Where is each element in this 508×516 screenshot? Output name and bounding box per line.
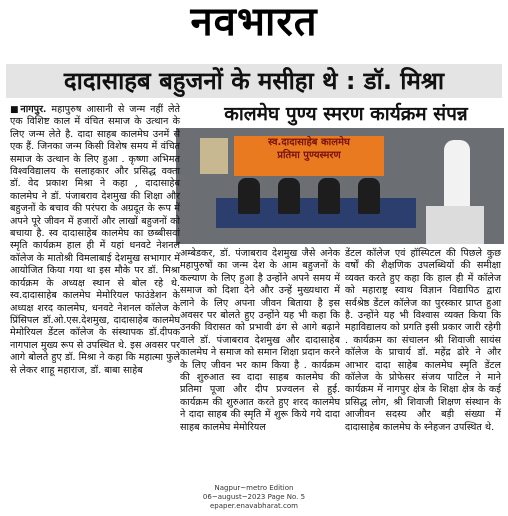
banner-line1: स्व.दादासाहेब कालमेघ	[268, 137, 350, 148]
footer	[0, 484, 508, 511]
column-1-text: महापुरुष आसानी से जन्म नहीं लेते एक विशिष्ट काल में वंचित समाज के उत्थान के लिए जन्म लेते है. दादा साहब कालमेघ उनमें से एक हैं. जिनका जन्म किसी विशेष समय में वंचित समाज के उत्थान के लिए हुआ . कृष्णा अभिमत विश्वविद्यालय के सलाहकार और प्रसिद्ध वक्ता डॉ. वेद प्रकाश मिश्रा ने कहा , दादासाहेब कालमेघ ने डॉ. पंजाबराव देशमुख की शिक्षा और बहुजनों के बचाव की परंपरा के अग्रदूत के रूप में अपने पूरे जीवन में हजारों और लाखों बहुजनों को बचाया है. स्व दादासाहेब कालमेघ का छब्बीसवां स्मृति कार्यक्रम हाल ही में यहां धनवटे नेशनल कॉलेज के मातोश्री विमलाबाई देशमुख सभागार में आयोजित किया गया था इस मौके पर डॉ. मिश्रा कार्यक्रम के अध्यक्ष स्थान से बोल रहे थे. स्व.दादासाहेब कालमेघ मेमोरियल फाउंडेशन के अध्यक्ष शरद कालमेघ, धनवटे नेशनल कॉलेज के प्रिंसिपल डॉ.ओ.एस.देशमुख, दादासाहेब कालमेघ मेमोरियल डेंटल कॉलेज के संस्थापक डॉ.दीपक नागपाल मुख्य रूप से उपस्थित थे. इस अवसर पर आगे बोलते हुए डॉ. मिश्रा ने कहा कि महात्मा फुले से लेकर शाहू महाराज, डॉ. बाबा साहेब	[10, 104, 180, 376]
portrait-frame	[200, 138, 228, 174]
person-figure	[278, 178, 300, 214]
person-figure	[318, 178, 340, 214]
stage-banner	[234, 136, 384, 176]
column-3-text: डेंटल कॉलेज एवं हॉस्पिटल की पिछले कुछ वर्षों की शैक्षणिक उपलब्धियों की समीक्षा व्यक्त करते हुए कहा कि हाल ही में कॉलेज को महाराष्ट्र स्वाथ विज्ञान विद्यापिठ द्वारा सर्वश्रेष्ठ डेंटल कॉलेज का पुरस्कार प्राप्त हुआ है. उन्होंने यह भी विश्वास व्यक्त किया कि महाविद्यालय को प्रगति इसी प्रकार जारी रहेगी . कार्यक्रम का संचालन श्री शिवाजी सायंस कॉलेज के प्राचार्य डॉ. महेंद्र ढोरे ने और आभार दादा साहेब कालमेघ स्मृति डेंटल कॉलेज के प्रोफेसर संजय पाटिल ने माने कार्यक्रम में नागपुर क्षेत्र के शिक्षा क्षेत्र के कई प्रसिद्ध लोग, श्री शिवाजी शिक्षण संस्थान के आजीवन सदस्य और बड़ी संख्या में दादासाहेब कालमेघ के स्नेहजन उपस्थित थे.	[345, 248, 501, 433]
footer-url: epaper.enavabharat.com	[210, 502, 298, 510]
column-2-text: अम्बेडकर, डॉ. पंजाबराव देशमुख जैसे अनेक महापुरुषों का जन्म देश के आम बहुजनों के कल्याण के लिए हुआ है उन्होंने अपने समय में समाज को दिशा देने और उन्हें मुख्यधारा में लाने के लिए अपना जीवन बिताया है इस अवसर पर बोलते हुए उन्होंने यह भी कहा कि उनकी विरासत को प्रभावी ढंग से आगे बढ़ाने वाले डॉ. पंजाबराव देशमुख और दादासाहेब कालमेघ ने समाज को समान शिक्षा प्रदान करने के लिए जीवन भर काम किया है . कार्यक्रम की शुरुआत स्व दादा साहब कालमेघ की प्रतिमा पूजा और दीप प्रज्वलन से हुई. कार्यक्रम की शुरुआत करते हुए शरद कालमेघ ने दादा साहब की स्मृति में शुरू किये गये दादा साहब कालमेघ मेमोरियल	[180, 248, 340, 433]
article-column-1	[10, 104, 180, 377]
footer-date-page: 06~august~2023 Page No. 5	[202, 493, 306, 501]
article-column-3	[345, 248, 501, 434]
masthead	[0, 0, 508, 44]
podium	[426, 206, 484, 244]
event-photo	[176, 128, 504, 244]
subheadline: कालमेघ पुण्य स्मरण कार्यक्रम संपन्न	[224, 103, 468, 125]
footer-edition: Nagpur~metro Edition	[214, 484, 294, 492]
dateline: नागपुर.	[20, 104, 47, 115]
masthead-title: नवभारत	[190, 0, 318, 45]
bullet-icon: ■	[10, 105, 21, 115]
speaker-figure	[444, 140, 470, 210]
person-figure	[238, 178, 260, 214]
headline-bar	[6, 64, 502, 98]
person-figure	[358, 178, 380, 214]
banner-line2: प्रतिमा पुण्यस्मरण	[277, 150, 341, 161]
headline: दादासाहब बहुजनों के मसीहा थे : डॉ. मिश्रा	[63, 67, 445, 95]
article-column-2	[180, 248, 340, 434]
